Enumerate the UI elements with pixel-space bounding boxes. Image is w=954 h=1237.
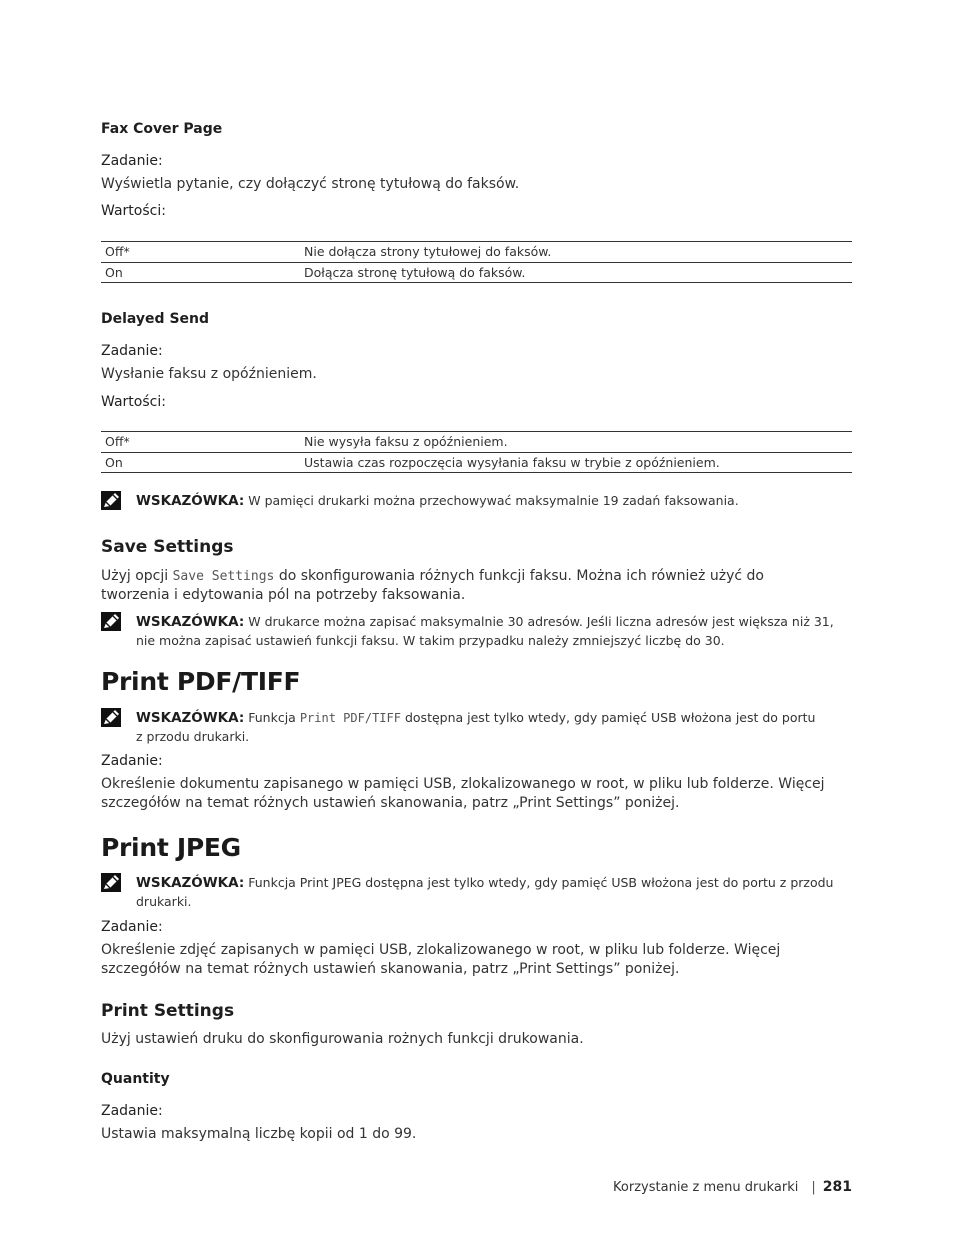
note-pencil-icon (101, 873, 121, 892)
delayed-send-note (136, 492, 852, 511)
note-line1 (136, 709, 852, 728)
table-cell-desc: Nie dołącza strony tytułowej do faksów. (300, 242, 852, 263)
quantity-task-text: Ustawia maksymalną liczbę kopii od 1 do 99. (101, 1126, 417, 1142)
note-line2: nie można zapisać ustawień funkcji faksu. W takim przypadku należy zmniejszyć liczbę do 30. (136, 632, 725, 648)
print-jpeg-task-line2: szczegółów na temat różnych ustawień skanowania, patrz „Print Settings” poniżej. (101, 961, 680, 977)
print-jpeg-task-text (101, 941, 852, 979)
print-jpeg-task-line1: Określenie zdjęć zapisanych w pamięci USB, zlokalizowanego w root, w pliku lub folderze. Więcej (101, 942, 781, 958)
table-row (101, 432, 852, 453)
print-settings-text: Użyj ustawień druku do skonfigurowania rożnych funkcji drukowania. (101, 1031, 584, 1047)
table-cell-key: On (101, 262, 300, 283)
table-cell-key: Off* (101, 432, 300, 453)
table-cell-desc: Dołącza stronę tytułową do faksów. (300, 262, 852, 283)
table-cell-key: On (101, 452, 300, 473)
save-settings-note (136, 613, 852, 649)
save-settings-line2: tworzenia i edytowania pól na potrzeby faksowania. (101, 587, 466, 603)
note-line1 (136, 613, 852, 632)
note-pencil-icon (101, 491, 121, 510)
delayed-send-task-label: Zadanie: (101, 343, 163, 359)
quantity-task-label: Zadanie: (101, 1103, 163, 1119)
table-cell-desc: Ustawia czas rozpoczęcia wysyłania faksu w trybie z opóźnieniem. (300, 452, 852, 473)
print-pdf-note (136, 709, 852, 745)
table-cell-key: Off* (101, 242, 300, 263)
print-pdf-task-text (101, 775, 852, 813)
fax-cover-values-table (101, 241, 852, 283)
save-settings-text-after: do skonfigurowania różnych funkcji faksu. Można ich również użyć do (278, 568, 764, 584)
note-text-before: Funkcja (248, 710, 296, 725)
save-settings-text-before: Użyj opcji (101, 568, 169, 584)
table-row (101, 262, 852, 283)
fax-cover-values-label: Wartości: (101, 203, 166, 219)
print-pdf-tiff-heading: Print PDF/TIFF (101, 667, 301, 696)
delayed-send-values-label: Wartości: (101, 394, 166, 410)
page-number: 281 (822, 1179, 852, 1195)
note-text: W pamięci drukarki można przechowywać maksymalnie 19 zadań faksowania. (248, 493, 739, 508)
fax-cover-page-heading: Fax Cover Page (101, 121, 223, 137)
delayed-send-task-text: Wysłanie faksu z opóźnieniem. (101, 366, 317, 382)
note-label: WSKAZÓWKA: (136, 710, 245, 726)
note-pencil-icon (101, 612, 121, 631)
note-text: W drukarce można zapisać maksymalnie 30 adresów. Jeśli liczna adresów jest większa niż 31, (248, 614, 834, 629)
table-row (101, 242, 852, 263)
save-settings-code: Save Settings (172, 569, 275, 584)
fax-cover-task-label: Zadanie: (101, 153, 163, 169)
note-label: WSKAZÓWKA: (136, 875, 245, 891)
print-pdf-task-line1: Określenie dokumentu zapisanego w pamięci USB, zlokalizowanego w root, w pliku lub folderze. Więcej (101, 776, 825, 792)
footer-title: Korzystanie z menu drukarki (613, 1179, 799, 1195)
table-cell-desc: Nie wysyła faksu z opóźnieniem. (300, 432, 852, 453)
note-pencil-icon (101, 708, 121, 727)
note-label: WSKAZÓWKA: (136, 493, 245, 509)
note-line2: drukarki. (136, 893, 192, 909)
note-line2: z przodu drukarki. (136, 728, 250, 744)
footer-separator: | (811, 1179, 816, 1195)
print-pdf-task-line2: szczegółów na temat różnych ustawień skanowania, patrz „Print Settings” poniżej. (101, 795, 680, 811)
note-text-after: dostępna jest tylko wtedy, gdy pamięć USB włożona jest do portu (404, 710, 816, 725)
note-code: Print PDF/TIFF (299, 711, 401, 725)
delayed-send-values-table (101, 431, 852, 473)
delayed-send-heading: Delayed Send (101, 311, 210, 327)
table-row (101, 452, 852, 473)
note-text: Funkcja Print JPEG dostępna jest tylko wtedy, gdy pamięć USB włożona jest do portu z przodu (248, 875, 834, 890)
note-line1 (136, 874, 852, 893)
print-jpeg-note (136, 874, 852, 910)
save-settings-heading: Save Settings (101, 537, 234, 557)
fax-cover-task-text: Wyświetla pytanie, czy dołączyć stronę tytułową do faksów. (101, 176, 520, 192)
note-label: WSKAZÓWKA: (136, 614, 245, 630)
print-jpeg-heading: Print JPEG (101, 833, 241, 862)
save-settings-text (101, 567, 852, 605)
quantity-heading: Quantity (101, 1071, 170, 1087)
page-footer (613, 1179, 852, 1195)
print-jpeg-task-label: Zadanie: (101, 919, 163, 935)
save-settings-line1 (101, 567, 852, 586)
print-pdf-task-label: Zadanie: (101, 753, 163, 769)
print-settings-heading: Print Settings (101, 1001, 235, 1021)
